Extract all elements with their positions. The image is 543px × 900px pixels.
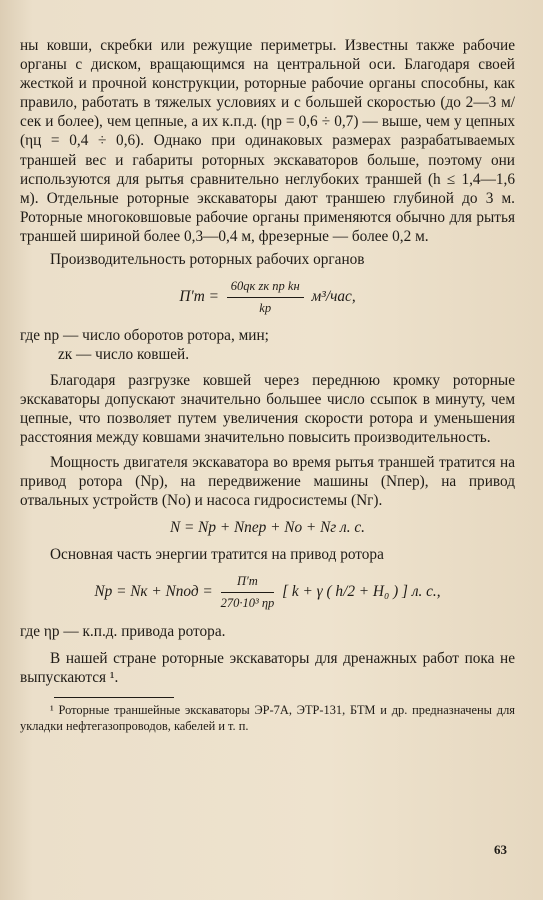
formula-productivity-unit: м³/час,: [311, 288, 356, 306]
formula-productivity-denominator: kр: [259, 301, 272, 316]
formula-productivity-lhs: П′т =: [179, 288, 219, 306]
formula-rotor-power-denominator: 270·10³ ηр: [220, 596, 275, 611]
where-rotor-rpm: где nр — число оборотов ротора, мин;: [20, 327, 269, 345]
paragraph-productivity-intro: Производительность роторных рабочих органов: [50, 251, 365, 269]
paragraph-rotor-energy: Основная часть энергии тратится на привод ротора: [50, 546, 384, 564]
formula-total-power: N = Nр + Nпер + Nо + Nг л. с.: [169, 519, 365, 537]
formula-productivity-fraction: [227, 277, 304, 318]
formula-rotor-power-rhs: [ k + γ ( h/2 + H₀ ) ] л. с.,: [282, 583, 441, 601]
formula-rotor-power: [20, 572, 515, 613]
paragraph-engine-power: Мощность двигателя экскаватора во время рытья траншей тратится на привод ротора (Nр), на передвижение машины (Nпер), на привод отвальных устройств (Nо) и насоса гидросистемы (Nг).: [20, 453, 515, 510]
page-body: [20, 36, 515, 734]
paragraph-rotary-advantages: ны ковши, скребки или режущие периметры. Известны также рабочие органы с диском, вращающимся на центральной оси. Благодаря своей жесткой и прочной конструкции, роторные рабочие органы способны, как правило, работать в тяжелых условиях и с большей скоростью (до 2—3 м/сек и более), чем цепные, а их к.п.д. (ηр = 0,6 ÷ 0,7) — выше, чем у цепных (ηц = 0,4 ÷ 0,6). Однако при одинаковых размерах разрабатываемых траншей вес и габариты роторных экскаваторов больше, поэтому они используются для рытья сравнительно неглубоких траншей (h ≤ 1,4—1,6 м). Отдельные роторные экскаваторы дают траншею глубиной до 3 м. Роторные многоковшовые рабочие органы применяются обычно для рытья траншей шириной более 0,3—0,4 м, фрезерные — более 0,2 м.: [20, 37, 515, 245]
where-block-1: [20, 326, 515, 364]
footnote: ¹ Роторные траншейные экскаваторы ЭР-7А, ЭТР-131, БТМ и др. предназначены для укладки нефтегазопроводов, кабелей и т. п.: [20, 702, 515, 733]
footnote-divider: [54, 697, 174, 698]
where-bucket-count: zк — число ковшей.: [58, 346, 190, 364]
formula-productivity: [20, 277, 515, 318]
paragraph-domestic-production: В нашей стране роторные экскаваторы для дренажных работ пока не выпускаются ¹.: [20, 649, 515, 686]
formula-productivity-numerator: 60qк zк nр kн: [227, 277, 304, 298]
formula-rotor-power-numerator: П′т: [221, 572, 275, 593]
where-rotor-efficiency: где ηр — к.п.д. привода ротора.: [20, 622, 226, 640]
formula-rotor-power-lhs: Nр = Nк + Nпод =: [94, 583, 213, 601]
paragraph-unloading: Благодаря разгрузке ковшей через переднюю кромку роторные экскаваторы допускают значительно большее число ссыпок в минуту, чем цепные, что позволяет путем увеличения скорости ротора и уменьшения расстояния между ковшами значительно повысить производительность.: [20, 371, 515, 446]
formula-rotor-power-fraction: [221, 572, 275, 613]
page-number: 63: [494, 842, 507, 857]
